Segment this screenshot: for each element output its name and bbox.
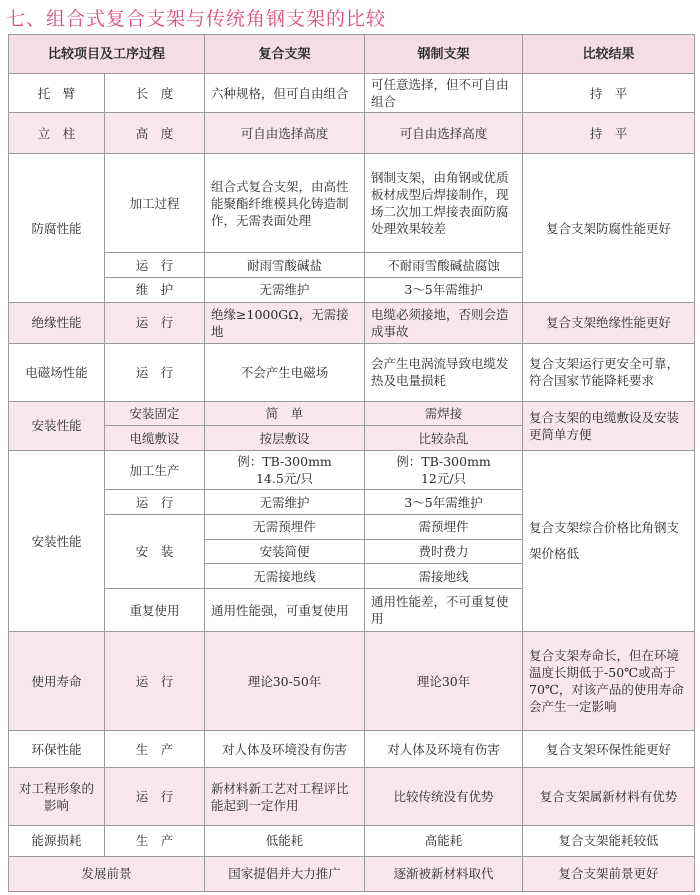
table-row xyxy=(9,343,695,401)
row-category: 立 柱 xyxy=(9,113,105,154)
cell-steel: 钢制支架，由角钢或优质板材成型后焊接制作，现场二次加工焊接表面防腐处理效果较差 xyxy=(365,154,523,253)
cell-result: 复合支架寿命长，但在环境温度长期低于-50℃或高于70℃，对该产品的使用寿命会产生一定影响 xyxy=(523,632,695,731)
cell-composite: 组合式复合支架，由高性能聚酯纤维模具化铸造制作，无需表面处理 xyxy=(205,154,365,253)
cell-composite: 对人体及环境没有伤害 xyxy=(205,731,365,768)
table-header-row xyxy=(9,35,695,74)
row-category: 能源损耗 xyxy=(9,825,105,856)
row-category: 防腐性能 xyxy=(9,154,105,302)
row-subitem: 重复使用 xyxy=(105,589,205,632)
header-item: 比较项目及工序过程 xyxy=(9,35,205,74)
row-subitem: 高 度 xyxy=(105,113,205,154)
table-row xyxy=(9,154,695,253)
table-row xyxy=(9,731,695,768)
table-row xyxy=(9,768,695,826)
table-row xyxy=(9,856,695,891)
cell-steel: 对人体及环境有伤害 xyxy=(365,731,523,768)
cell-composite: 无需维护 xyxy=(205,278,365,303)
row-subitem: 安 装 xyxy=(105,514,205,588)
row-subitem: 生 产 xyxy=(105,731,205,768)
cell-composite: 无需维护 xyxy=(205,490,365,515)
cell-steel: 需预埋件 xyxy=(365,514,523,539)
cell-steel: 逐渐被新材料取代 xyxy=(365,856,523,891)
row-subitem: 安装固定 xyxy=(105,401,205,426)
cell-result: 复合支架属新材料有优势 xyxy=(523,768,695,826)
cell-result: 复合支架绝缘性能更好 xyxy=(523,302,695,343)
cell-steel: 可自由选择高度 xyxy=(365,113,523,154)
cell-steel: 高能耗 xyxy=(365,825,523,856)
cell-composite: 不会产生电磁场 xyxy=(205,343,365,401)
cell-steel: 会产生电涡流导致电缆发热及电量损耗 xyxy=(365,343,523,401)
row-subitem: 加工过程 xyxy=(105,154,205,253)
row-category: 安装性能 xyxy=(9,401,105,450)
cell-result: 复合支架运行更安全可靠，符合国家节能降耗要求 xyxy=(523,343,695,401)
row-category: 托 臂 xyxy=(9,74,105,113)
row-subitem: 运 行 xyxy=(105,253,205,278)
cell-steel: 需焊接 xyxy=(365,401,523,426)
header-steel: 钢制支架 xyxy=(365,35,523,74)
row-subitem: 加工生产 xyxy=(105,451,205,490)
row-subitem: 运 行 xyxy=(105,343,205,401)
row-subitem: 运 行 xyxy=(105,632,205,731)
cell-composite: 耐雨雪酸碱盐 xyxy=(205,253,365,278)
row-subitem: 电缆敷设 xyxy=(105,426,205,451)
cell-composite xyxy=(205,451,365,490)
cell-composite: 无需预埋件 xyxy=(205,514,365,539)
comparison-table xyxy=(8,34,695,892)
cell-steel: 3～5年需维护 xyxy=(365,278,523,303)
row-category: 发展前景 xyxy=(9,856,205,891)
cell-composite: 无需接地线 xyxy=(205,564,365,589)
row-subitem: 运 行 xyxy=(105,768,205,826)
price-example: 例：TB-300mm xyxy=(237,454,332,470)
cell-composite: 通用性能强，可重复使用 xyxy=(205,589,365,632)
table-row xyxy=(9,113,695,154)
cell-result: 复合支架前景更好 xyxy=(523,856,695,891)
cell-result: 持 平 xyxy=(523,113,695,154)
table-row xyxy=(9,401,695,426)
row-category: 绝缘性能 xyxy=(9,302,105,343)
cell-composite: 理论30-50年 xyxy=(205,632,365,731)
row-category: 对工程形象的影响 xyxy=(9,768,105,826)
row-subitem: 生 产 xyxy=(105,825,205,856)
row-category: 电磁场性能 xyxy=(9,343,105,401)
table-row xyxy=(9,632,695,731)
cell-result: 持 平 xyxy=(523,74,695,113)
row-category: 环保性能 xyxy=(9,731,105,768)
row-subitem: 运 行 xyxy=(105,490,205,515)
row-subitem: 维 护 xyxy=(105,278,205,303)
cell-result: 复合支架防腐性能更好 xyxy=(523,154,695,302)
table-row xyxy=(9,451,695,490)
cell-result: 复合支架环保性能更好 xyxy=(523,731,695,768)
row-category: 使用寿命 xyxy=(9,632,105,731)
cell-steel: 可任意选择，但不可自由组合 xyxy=(365,74,523,113)
cell-composite: 绝缘≥1000GΩ，无需接地 xyxy=(205,302,365,343)
price-example: 例：TB-300mm xyxy=(396,454,491,470)
cell-composite: 新材料新工艺对工程评比能起到一定作用 xyxy=(205,768,365,826)
cell-steel: 3～5年需维护 xyxy=(365,490,523,515)
cell-composite: 低能耗 xyxy=(205,825,365,856)
cell-steel: 电缆必须接地，否则会造成事故 xyxy=(365,302,523,343)
row-category: 安装性能 xyxy=(9,451,105,632)
row-subitem: 长 度 xyxy=(105,74,205,113)
page-title: 七、组合式复合支架与传统角钢支架的比较 xyxy=(6,8,387,30)
cell-composite: 可自由选择高度 xyxy=(205,113,365,154)
cell-steel: 通用性能差，不可重复使用 xyxy=(365,589,523,632)
cell-composite: 六种规格，但可自由组合 xyxy=(205,74,365,113)
table-row xyxy=(9,825,695,856)
table-row xyxy=(9,74,695,113)
cell-result: 复合支架的电缆敷设及安装更简单方便 xyxy=(523,401,695,450)
cell-composite: 安装简便 xyxy=(205,539,365,564)
cell-steel: 比较杂乱 xyxy=(365,426,523,451)
cell-result: 复合支架综合价格比角钢支架价格低 xyxy=(523,451,695,632)
cell-steel: 比较传统没有优势 xyxy=(365,768,523,826)
header-result: 比较结果 xyxy=(523,35,695,74)
price-value: 12元/只 xyxy=(420,471,467,487)
cell-steel: 不耐雨雪酸碱盐腐蚀 xyxy=(365,253,523,278)
cell-steel: 费时费力 xyxy=(365,539,523,564)
cell-steel: 需接地线 xyxy=(365,564,523,589)
cell-composite: 按层敷设 xyxy=(205,426,365,451)
cell-steel xyxy=(365,451,523,490)
table-row xyxy=(9,302,695,343)
cell-composite: 简 单 xyxy=(205,401,365,426)
cell-steel: 理论30年 xyxy=(365,632,523,731)
header-composite: 复合支架 xyxy=(205,35,365,74)
price-value: 14.5元/只 xyxy=(255,471,314,487)
cell-composite: 国家提倡并大力推广 xyxy=(205,856,365,891)
row-subitem: 运 行 xyxy=(105,302,205,343)
cell-result: 复合支架能耗较低 xyxy=(523,825,695,856)
